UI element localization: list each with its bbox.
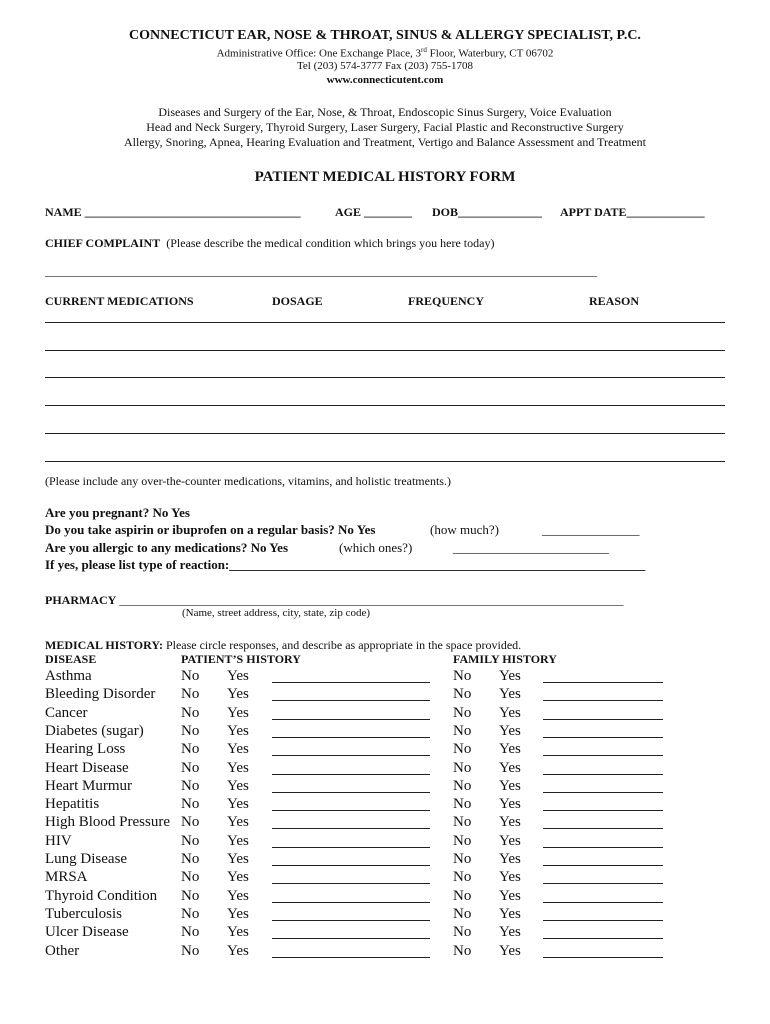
family-yes-option[interactable]: Yes [499, 777, 521, 794]
family-description-line[interactable] [543, 737, 663, 738]
disease-name: Cancer [45, 704, 88, 721]
disease-name: HIV [45, 832, 72, 849]
disease-name: Thyroid Condition [45, 887, 158, 904]
medical-history-heading: MEDICAL HISTORY: Please circle responses, and describe as appropriate in the space provided. [45, 638, 522, 652]
disease-name: Asthma [45, 668, 92, 684]
family-description-line[interactable] [543, 920, 663, 921]
family-yes-option[interactable]: Yes [499, 924, 521, 941]
col-frequency: FREQUENCY [408, 294, 485, 308]
family-no-option[interactable]: No [453, 796, 472, 813]
pharmacy-field[interactable]: PHARMACY ____________________________________________________________________________________ [45, 593, 624, 607]
patient-no-option[interactable]: No [181, 887, 200, 904]
chief-complaint: CHIEF COMPLAINT (Please describe the medical condition which brings you here today) [45, 236, 495, 250]
family-no-option[interactable]: No [453, 851, 472, 867]
phone-fax: Tel (203) 574-3777 Fax (203) 755-1708 [296, 60, 474, 72]
disease-name: Lung Disease [45, 851, 128, 867]
question-aspirin[interactable]: Do you take aspirin or ibuprofen on a regular basis? No Yes [45, 522, 376, 537]
disease-name: MRSA [45, 869, 88, 886]
patient-yes-option[interactable]: Yes [227, 814, 249, 831]
patient-no-option[interactable]: No [181, 741, 200, 758]
aspirin-hint: (how much?) [430, 522, 499, 537]
family-yes-option[interactable]: Yes [499, 704, 521, 721]
family-description-line[interactable] [543, 938, 663, 939]
patient-no-option[interactable]: No [181, 668, 200, 684]
age-field[interactable]: AGE ________ [335, 205, 413, 219]
allergic-hint: (which ones?) [339, 540, 413, 555]
family-description-line[interactable] [543, 755, 663, 756]
disease-name: Hearing Loss [45, 741, 126, 758]
patient-description-line[interactable] [272, 774, 430, 775]
patient-no-option[interactable]: No [181, 832, 200, 849]
family-yes-option[interactable]: Yes [499, 814, 521, 831]
family-description-line[interactable] [543, 792, 663, 793]
patient-yes-option[interactable]: Yes [227, 851, 249, 867]
col-disease: DISEASE [45, 652, 97, 666]
patient-yes-option[interactable]: Yes [227, 942, 249, 959]
medication-line[interactable] [45, 461, 725, 462]
patient-no-option[interactable]: No [181, 686, 200, 703]
patient-description-line[interactable] [272, 865, 430, 866]
family-no-option[interactable]: No [453, 704, 472, 721]
history-row [0, 888, 770, 906]
patient-yes-option[interactable]: Yes [227, 668, 249, 684]
medication-line[interactable] [45, 322, 725, 323]
disease-name: Tuberculosis [45, 905, 122, 922]
family-no-option[interactable]: No [453, 869, 472, 886]
patient-yes-option[interactable]: Yes [227, 924, 249, 941]
history-row [0, 668, 770, 686]
history-row [0, 906, 770, 924]
col-reason: REASON [589, 294, 640, 308]
patient-yes-option[interactable]: Yes [227, 759, 249, 776]
patient-yes-option[interactable]: Yes [227, 686, 249, 703]
patient-no-option[interactable]: No [181, 869, 200, 886]
family-no-option[interactable]: No [453, 905, 472, 922]
patient-yes-option[interactable]: Yes [227, 887, 249, 904]
medication-line[interactable] [45, 377, 725, 378]
family-description-line[interactable] [543, 774, 663, 775]
patient-description-line[interactable] [272, 920, 430, 921]
patient-description-line[interactable] [272, 828, 430, 829]
history-row [0, 814, 770, 832]
family-no-option[interactable]: No [453, 686, 472, 703]
history-row [0, 833, 770, 851]
chief-complaint-line[interactable]: ____________________________________________________________________________________________ [45, 264, 597, 278]
patient-yes-option[interactable]: Yes [227, 869, 249, 886]
patient-no-option[interactable]: No [181, 796, 200, 813]
medication-note: (Please include any over-the-counter medications, vitamins, and holistic treatments.) [45, 474, 451, 488]
services-line-1: Diseases and Surgery of the Ear, Nose, & Throat, Endoscopic Sinus Surgery, Voice Evaluation [158, 105, 612, 119]
disease-name: Hepatitis [45, 796, 100, 813]
family-yes-option[interactable]: Yes [499, 796, 521, 813]
website: www.connecticutent.com [326, 74, 444, 86]
disease-name: Diabetes (sugar) [45, 722, 144, 739]
patient-no-option[interactable]: No [181, 924, 200, 941]
family-yes-option[interactable]: Yes [499, 905, 521, 922]
history-row [0, 705, 770, 723]
family-description-line[interactable] [543, 957, 663, 958]
office-address: Administrative Office: One Exchange Place, 3rd Floor, Waterbury, CT 06702 [216, 46, 554, 60]
family-yes-option[interactable]: Yes [499, 887, 521, 904]
family-no-option[interactable]: No [453, 942, 472, 959]
history-row [0, 778, 770, 796]
family-no-option[interactable]: No [453, 722, 472, 739]
col-current-medications: CURRENT MEDICATIONS [45, 294, 194, 308]
history-row [0, 869, 770, 887]
family-description-line[interactable] [543, 883, 663, 884]
col-dosage: DOSAGE [272, 294, 323, 308]
medication-line[interactable] [45, 433, 725, 434]
col-family-history: FAMILY HISTORY [453, 652, 557, 666]
patient-no-option[interactable]: No [181, 814, 200, 831]
family-no-option[interactable]: No [453, 668, 472, 684]
patient-description-line[interactable] [272, 792, 430, 793]
question-reaction[interactable]: If yes, please list type of reaction:________________________________________________________________ [45, 557, 646, 572]
family-no-option[interactable]: No [453, 814, 472, 831]
history-row [0, 741, 770, 759]
patient-no-option[interactable]: No [181, 722, 200, 739]
question-allergic[interactable]: Are you allergic to any medications? No Yes [45, 540, 289, 555]
form-title: PATIENT MEDICAL HISTORY FORM [254, 169, 516, 185]
patient-no-option[interactable]: No [181, 777, 200, 794]
patient-no-option[interactable]: No [181, 704, 200, 721]
patient-description-line[interactable] [272, 719, 430, 720]
disease-name: Other [45, 942, 80, 959]
patient-no-option[interactable]: No [181, 759, 200, 776]
patient-description-line[interactable] [272, 902, 430, 903]
family-yes-option[interactable]: Yes [499, 741, 521, 758]
disease-name: Heart Murmur [45, 777, 133, 794]
family-description-line[interactable] [543, 810, 663, 811]
allergic-list-line[interactable]: ________________________ [453, 540, 609, 555]
question-pregnant[interactable]: Are you pregnant? No Yes [45, 505, 190, 520]
practice-title: CONNECTICUT EAR, NOSE & THROAT, SINUS & ALLERGY SPECIALIST, P.C. [129, 28, 641, 43]
patient-description-line[interactable] [272, 700, 430, 701]
disease-name: High Blood Pressure [45, 814, 170, 831]
medication-line[interactable] [45, 405, 725, 406]
patient-no-option[interactable]: No [181, 942, 200, 959]
family-no-option[interactable]: No [453, 924, 472, 941]
family-description-line[interactable] [543, 902, 663, 903]
family-yes-option[interactable]: Yes [499, 851, 521, 867]
patient-yes-option[interactable]: Yes [227, 704, 249, 721]
family-yes-option[interactable]: Yes [499, 686, 521, 703]
family-description-line[interactable] [543, 828, 663, 829]
family-no-option[interactable]: No [453, 887, 472, 904]
family-description-line[interactable] [543, 700, 663, 701]
patient-description-line[interactable] [272, 737, 430, 738]
patient-yes-option[interactable]: Yes [227, 777, 249, 794]
history-row [0, 796, 770, 814]
services-line-3: Allergy, Snoring, Apnea, Hearing Evaluation and Treatment, Vertigo and Balance Assessment and Treatment [123, 135, 647, 149]
disease-name: Ulcer Disease [45, 924, 129, 941]
pharmacy-hint: (Name, street address, city, state, zip code) [182, 607, 371, 619]
patient-yes-option[interactable]: Yes [227, 905, 249, 922]
services-line-2: Head and Neck Surgery, Thyroid Surgery, Laser Surgery, Facial Plastic and Reconstructive Surgery [146, 120, 624, 134]
history-row [0, 943, 770, 961]
family-yes-option[interactable]: Yes [499, 722, 521, 739]
patient-description-line[interactable] [272, 938, 430, 939]
history-row [0, 723, 770, 741]
history-row [0, 686, 770, 704]
family-description-line[interactable] [543, 847, 663, 848]
family-description-line[interactable] [543, 865, 663, 866]
patient-description-line[interactable] [272, 810, 430, 811]
aspirin-amount-line[interactable]: _______________ [542, 522, 640, 537]
medication-line[interactable] [45, 350, 725, 351]
disease-name: Heart Disease [45, 759, 129, 776]
patient-description-line[interactable] [272, 847, 430, 848]
family-no-option[interactable]: No [453, 741, 472, 758]
patient-no-option[interactable]: No [181, 905, 200, 922]
history-row [0, 924, 770, 942]
family-description-line[interactable] [543, 719, 663, 720]
patient-description-line[interactable] [272, 957, 430, 958]
family-yes-option[interactable]: Yes [499, 869, 521, 886]
patient-yes-option[interactable]: Yes [227, 722, 249, 739]
history-row [0, 760, 770, 778]
family-yes-option[interactable]: Yes [499, 668, 521, 684]
history-row [0, 851, 770, 869]
patient-description-line[interactable] [272, 883, 430, 884]
col-patient-history: PATIENT’S HISTORY [181, 652, 301, 666]
patient-yes-option[interactable]: Yes [227, 796, 249, 813]
patient-yes-option[interactable]: Yes [227, 832, 249, 849]
family-yes-option[interactable]: Yes [499, 759, 521, 776]
appt-date-field[interactable]: APPT DATE_____________ [560, 205, 705, 219]
patient-description-line[interactable] [272, 755, 430, 756]
dob-field[interactable]: DOB______________ [432, 205, 543, 219]
patient-no-option[interactable]: No [181, 851, 200, 867]
family-yes-option[interactable]: Yes [499, 942, 521, 959]
family-no-option[interactable]: No [453, 759, 472, 776]
name-field[interactable]: NAME ____________________________________ [45, 205, 301, 219]
family-yes-option[interactable]: Yes [499, 832, 521, 849]
patient-yes-option[interactable]: Yes [227, 741, 249, 758]
disease-name: Bleeding Disorder [45, 686, 156, 703]
family-no-option[interactable]: No [453, 832, 472, 849]
family-no-option[interactable]: No [453, 777, 472, 794]
family-description-line[interactable] [543, 682, 663, 683]
patient-description-line[interactable] [272, 682, 430, 683]
